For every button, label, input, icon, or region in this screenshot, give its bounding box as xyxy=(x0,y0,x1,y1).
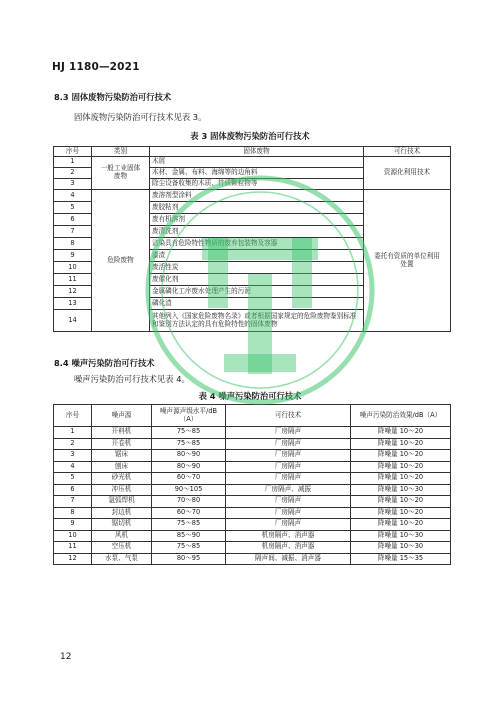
table-4 xyxy=(53,404,451,565)
table-3 xyxy=(53,146,451,332)
table-3-header-cell: 类别 xyxy=(92,147,150,157)
document-code: HJ 1180—2021 xyxy=(52,61,140,73)
noise-level: 85～90 xyxy=(152,530,226,542)
noise-level: 75～85 xyxy=(152,542,226,554)
feasible-technique: 机房隔声、消声器 xyxy=(226,542,351,554)
table-4-header-cell: 噪声源 xyxy=(92,405,152,427)
row-number: 12 xyxy=(54,286,92,298)
waste-cell: 废活性炭 xyxy=(150,262,364,274)
noise-source: 刨床 xyxy=(92,461,152,473)
control-effect: 降噪量 10～20 xyxy=(351,519,451,531)
row-number: 9 xyxy=(54,250,92,262)
table-4-header-cell: 噪声源声级水平/dB（A） xyxy=(152,405,226,427)
row-number: 9 xyxy=(54,519,92,531)
noise-level: 80～95 xyxy=(152,553,226,565)
waste-cell: 废催化剂 xyxy=(150,274,364,286)
noise-source: 氩弧焊机 xyxy=(92,496,152,508)
section-8-3-heading: 8.3 固体废物污染防治可行技术 xyxy=(54,92,172,102)
feasible-technique: 厂房隔声 xyxy=(226,519,351,531)
noise-source: 砂光机 xyxy=(92,473,152,485)
feasible-technique: 厂房隔声 xyxy=(226,507,351,519)
row-number: 4 xyxy=(54,461,92,473)
row-number: 10 xyxy=(54,262,92,274)
noise-source: 水泵、气泵 xyxy=(92,553,152,565)
control-effect: 降噪量 10～20 xyxy=(351,496,451,508)
table-3-header-row xyxy=(54,147,451,157)
waste-cell: 废胶粘剂 xyxy=(150,202,364,214)
table-row xyxy=(54,438,451,450)
row-number: 13 xyxy=(54,298,92,310)
table-row xyxy=(54,484,451,496)
control-effect: 降噪量 10～30 xyxy=(351,530,451,542)
row-number: 11 xyxy=(54,274,92,286)
feasible-technique: 厂房隔声、减振 xyxy=(226,484,351,496)
category-cell: 危险废物 xyxy=(92,190,150,332)
noise-level: 60～70 xyxy=(152,473,226,485)
table-4-header-cell: 序号 xyxy=(54,405,92,427)
control-effect: 降噪量 15～35 xyxy=(351,553,451,565)
row-number: 4 xyxy=(54,190,92,202)
table-row xyxy=(54,190,451,202)
noise-source: 开料机 xyxy=(92,427,152,439)
noise-source: 空压机 xyxy=(92,542,152,554)
table-row xyxy=(54,496,451,508)
technique-cell: 委托有资质的单位利用处置 xyxy=(364,190,451,332)
waste-cell: 废清洗剂 xyxy=(150,226,364,238)
feasible-technique: 机房隔声、消声器 xyxy=(226,530,351,542)
feasible-technique: 厂房隔声 xyxy=(226,461,351,473)
row-number: 2 xyxy=(54,438,92,450)
control-effect: 降噪量 10～30 xyxy=(351,542,451,554)
noise-level: 75～85 xyxy=(152,438,226,450)
feasible-technique: 厂房隔声 xyxy=(226,438,351,450)
row-number: 3 xyxy=(54,450,92,462)
table-4-header-cell: 噪声污染防治效果/dB（A） xyxy=(351,405,451,427)
noise-level: 70～80 xyxy=(152,496,226,508)
control-effect: 降噪量 10～30 xyxy=(351,484,451,496)
waste-cell: 除尘设备收集的木质、竹质颗粒物等 xyxy=(150,179,364,190)
section-8-4-heading: 8.4 噪声污染防治可行技术 xyxy=(54,358,155,368)
category-cell: 一般工业固体废物 xyxy=(92,157,150,190)
waste-cell: 其他列入《国家危险废物名录》或者根据国家规定的危险废物鉴别标准和鉴别方法认定的具有危险特性的固体废物 xyxy=(150,310,364,332)
noise-source: 风机 xyxy=(92,530,152,542)
table-row xyxy=(54,427,451,439)
table-row xyxy=(54,553,451,565)
noise-source: 封边机 xyxy=(92,507,152,519)
page-number: 12 xyxy=(60,652,72,662)
row-number: 12 xyxy=(54,553,92,565)
table-3-header-cell: 可行技术 xyxy=(364,147,451,157)
row-number: 7 xyxy=(54,496,92,508)
waste-cell: 沾染具有危险特性物质的废弃包装物及容器 xyxy=(150,238,364,250)
table-3-header-cell: 固体废物 xyxy=(150,147,364,157)
table-3-header-cell: 序号 xyxy=(54,147,92,157)
waste-cell: 磷化渣 xyxy=(150,298,364,310)
table-row xyxy=(54,519,451,531)
noise-level: 90～105 xyxy=(152,484,226,496)
row-number: 5 xyxy=(54,473,92,485)
noise-source: 锯切机 xyxy=(92,519,152,531)
table-4-header-cell: 可行技术 xyxy=(226,405,351,427)
feasible-technique: 厂房隔声 xyxy=(226,450,351,462)
control-effect: 降噪量 10～20 xyxy=(351,461,451,473)
waste-cell: 木屑 xyxy=(150,157,364,168)
control-effect: 降噪量 10～20 xyxy=(351,438,451,450)
control-effect: 降噪量 10～20 xyxy=(351,427,451,439)
noise-level: 75～85 xyxy=(152,519,226,531)
feasible-technique: 厂房隔声 xyxy=(226,473,351,485)
row-number: 5 xyxy=(54,202,92,214)
noise-level: 60～70 xyxy=(152,507,226,519)
section-8-4-intro: 噪声污染防治可行技术见表 4。 xyxy=(74,374,190,384)
table-row xyxy=(54,507,451,519)
noise-level: 75～85 xyxy=(152,427,226,439)
noise-level: 80～90 xyxy=(152,461,226,473)
control-effect: 降噪量 10～20 xyxy=(351,450,451,462)
section-8-3-intro: 固体废物污染防治可行技术见表 3。 xyxy=(74,112,207,122)
noise-source: 冲压机 xyxy=(92,484,152,496)
table-row xyxy=(54,450,451,462)
waste-cell: 金属磷化工序废水处理产生的污泥 xyxy=(150,286,364,298)
table-row xyxy=(54,530,451,542)
feasible-technique: 厂房隔声 xyxy=(226,427,351,439)
waste-cell: 漆渣 xyxy=(150,250,364,262)
table-row xyxy=(54,473,451,485)
table-4-header-row xyxy=(54,405,451,427)
row-number: 1 xyxy=(54,427,92,439)
table-row xyxy=(54,157,451,168)
noise-source: 开卷机 xyxy=(92,438,152,450)
control-effect: 降噪量 10～20 xyxy=(351,473,451,485)
feasible-technique: 隔声间、减振、消声器 xyxy=(226,553,351,565)
table-row xyxy=(54,542,451,554)
row-number: 8 xyxy=(54,507,92,519)
waste-cell: 废溶剂型涂料 xyxy=(150,190,364,202)
noise-level: 80～90 xyxy=(152,450,226,462)
row-number: 7 xyxy=(54,226,92,238)
table-3-caption: 表 3 固体废物污染防治可行技术 xyxy=(190,131,310,141)
row-number: 10 xyxy=(54,530,92,542)
noise-source: 锯床 xyxy=(92,450,152,462)
row-number: 2 xyxy=(54,168,92,179)
row-number: 11 xyxy=(54,542,92,554)
row-number: 6 xyxy=(54,214,92,226)
technique-cell: 资源化利用技术 xyxy=(364,157,451,190)
table-4-caption: 表 4 噪声污染防治可行技术 xyxy=(198,391,302,401)
row-number: 14 xyxy=(54,310,92,332)
waste-cell: 木材、金属、布料、海绵等的边角料 xyxy=(150,168,364,179)
control-effect: 降噪量 10～20 xyxy=(351,507,451,519)
row-number: 8 xyxy=(54,238,92,250)
row-number: 3 xyxy=(54,179,92,190)
table-row xyxy=(54,461,451,473)
row-number: 6 xyxy=(54,484,92,496)
row-number: 1 xyxy=(54,157,92,168)
feasible-technique: 厂房隔声 xyxy=(226,496,351,508)
waste-cell: 废有机溶剂 xyxy=(150,214,364,226)
